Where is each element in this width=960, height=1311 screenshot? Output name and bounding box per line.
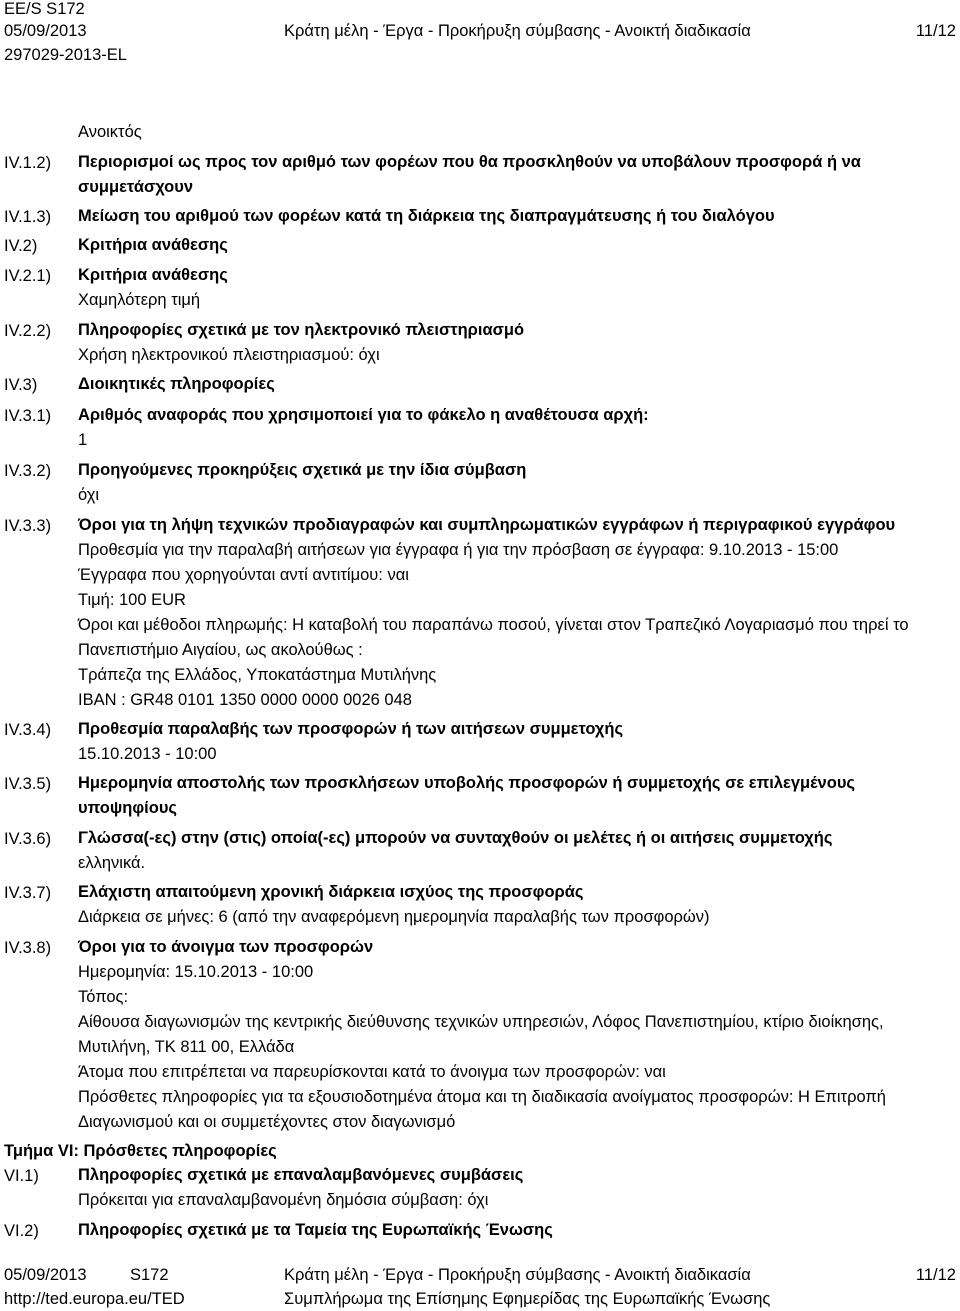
section-heading: Ημερομηνία αποστολής των προσκλήσεων υποβολής προσφορών ή συμμετοχής σε επιλεγμένους υποψηφίους — [78, 774, 855, 817]
section-value: Τιμή: 100 EUR — [78, 591, 186, 609]
section-number: IV.3.6) — [4, 830, 52, 848]
section-heading: Γλώσσα(-ες) στην (στις) οποία(-ες) μπορούν να συνταχθούν οι μελέτες ή οι αιτήσεις συμμετοχής — [78, 829, 833, 847]
section-value: Τράπεζα της Ελλάδος, Υποκατάστημα Μυτιλήνης — [78, 666, 437, 684]
section-number: VI.1) — [4, 1167, 39, 1185]
section-value: Πρόκειται για επαναλαμβανομένη δημόσια σύμβαση: όχι — [78, 1191, 489, 1209]
section-value: 1 — [78, 431, 88, 449]
footer-supplement: Συμπλήρωμα της Επίσημης Εφημερίδας της Ευρωπαϊκής Ένωσης — [284, 1290, 771, 1308]
section-heading: Αριθμός αναφοράς που χρησιμοποιεί για το φάκελο η αναθέτουσα αρχή: — [78, 406, 649, 424]
footer-page: 11/12 — [915, 1266, 956, 1284]
section-number: IV.1.2) — [4, 154, 52, 172]
header-title: Κράτη μέλη - Έργα - Προκήρυξη σύμβασης - Ανοικτή διαδικασία — [284, 22, 751, 40]
section-heading: Όροι για τη λήψη τεχνικών προδιαγραφών και συμπληρωματικών εγγράφων ή περιγραφικού εγγράφου — [78, 516, 896, 534]
section-value: Έγγραφα που χορηγούνται αντί αντιτίμου: ναι — [78, 566, 409, 584]
section-value: Όροι και μέθοδοι πληρωμής: Η καταβολή του παραπάνω ποσού, γίνεται στον Τραπεζικό Λογαριασμό που τηρεί το Πανεπιστήμιο Αιγαίου, ως ακολούθως : — [78, 616, 909, 659]
section-value: Πρόσθετες πληροφορίες για τα εξουσιοδοτημένα άτομα και τη διαδικασία ανοίγματος προσφορών: Η Επιτροπή Διαγωνισμού και οι συμμετέχοντες στον διαγωνισμό — [78, 1088, 886, 1131]
section-value: Προθεσμία για την παραλαβή αιτήσεων για έγγραφα ή για την πρόσβαση σε έγγραφα: 9.10.2013 - 15:00 — [78, 541, 839, 559]
section-number: IV.3.2) — [4, 462, 52, 480]
section-number: IV.3.4) — [4, 721, 52, 739]
section-number: IV.1.3) — [4, 208, 52, 226]
section-value: Άτομα που επιτρέπεται να παρευρίσκονται κατά το άνοιγμα των προσφορών: ναι — [78, 1063, 666, 1081]
header-page: 11/12 — [915, 22, 956, 40]
section-number: VI.2) — [4, 1222, 39, 1240]
footer-date: 05/09/2013 — [4, 1266, 87, 1284]
section-number: IV.2) — [4, 237, 38, 255]
header-date: 05/09/2013 — [4, 22, 87, 40]
section-value: IBAN : GR48 0101 1350 0000 0000 0026 048 — [78, 691, 412, 709]
section-number: IV.3.5) — [4, 775, 52, 793]
section-heading: Προηγούμενες προκηρύξεις σχετικά με την ίδια σύμβαση — [78, 461, 527, 479]
header-ref: 297029-2013-EL — [4, 46, 127, 64]
section-number: IV.2.2) — [4, 322, 52, 340]
footer-url[interactable]: http://ted.europa.eu/TED — [4, 1290, 185, 1308]
section-heading: Διοικητικές πληροφορίες — [78, 375, 275, 393]
section-value: Ημερομηνία: 15.10.2013 - 10:00 — [78, 963, 314, 981]
section-value: ελληνικά. — [78, 854, 146, 872]
section-heading: Προθεσμία παραλαβής των προσφορών ή των αιτήσεων συμμετοχής — [78, 720, 624, 738]
section-heading: Κριτήρια ανάθεσης — [78, 266, 228, 284]
section-number: IV.3.1) — [4, 407, 52, 425]
section-value: Τόπος: — [78, 988, 129, 1006]
section-heading: Πληροφορίες σχετικά με επαναλαμβανόμενες συμβάσεις — [78, 1166, 524, 1184]
section-heading: Όροι για το άνοιγμα των προσφορών — [78, 938, 374, 956]
section-heading: Πληροφορίες σχετικά με τον ηλεκτρονικό πλειστηριασμό — [78, 321, 525, 339]
section-value: Αίθουσα διαγωνισμών της κεντρικής διεύθυνσης τεχνικών υπηρεσιών, Λόφος Πανεπιστημίου, κτίριο διοίκησης, Μυτιλήνη, ΤΚ 811 00, Ελλάδα — [78, 1013, 884, 1056]
section-value: Χρήση ηλεκτρονικού πλειστηριασμού: όχι — [78, 346, 380, 364]
footer-title: Κράτη μέλη - Έργα - Προκήρυξη σύμβασης - Ανοικτή διαδικασία — [284, 1266, 751, 1284]
section-number: IV.3.8) — [4, 939, 52, 957]
section-value: 15.10.2013 - 10:00 — [78, 745, 217, 763]
section-heading: Κριτήρια ανάθεσης — [78, 236, 228, 254]
section-value: όχι — [78, 486, 100, 504]
section-number: IV.3.7) — [4, 884, 52, 902]
section-heading: Ελάχιστη απαιτούμενη χρονική διάρκεια ισχύος της προσφοράς — [78, 883, 584, 901]
section-number: IV.3) — [4, 376, 38, 394]
section-number: IV.3.3) — [4, 517, 52, 535]
section-value: Διάρκεια σε μήνες: 6 (από την αναφερόμενη ημερομηνία παραλαβής των προσφορών) — [78, 908, 710, 926]
section-value: Χαμηλότερη τιμή — [78, 291, 201, 309]
open-type: Ανοικτός — [78, 123, 142, 141]
footer-code: S172 — [130, 1266, 169, 1284]
section-number: IV.2.1) — [4, 267, 52, 285]
doc-code: EE/S S172 — [4, 0, 85, 18]
section-heading: Περιορισμοί ως προς τον αριθμό των φορέων που θα προσκληθούν να υποβάλουν προσφορά ή να συμμετάσχουν — [78, 153, 861, 196]
part-title: Τμήμα VI: Πρόσθετες πληροφορίες — [4, 1142, 277, 1160]
section-heading: Μείωση του αριθμού των φορέων κατά τη διάρκεια της διαπραγμάτευσης ή του διαλόγου — [78, 207, 775, 225]
section-heading: Πληροφορίες σχετικά με τα Ταμεία της Ευρωπαϊκής Ένωσης — [78, 1221, 553, 1239]
